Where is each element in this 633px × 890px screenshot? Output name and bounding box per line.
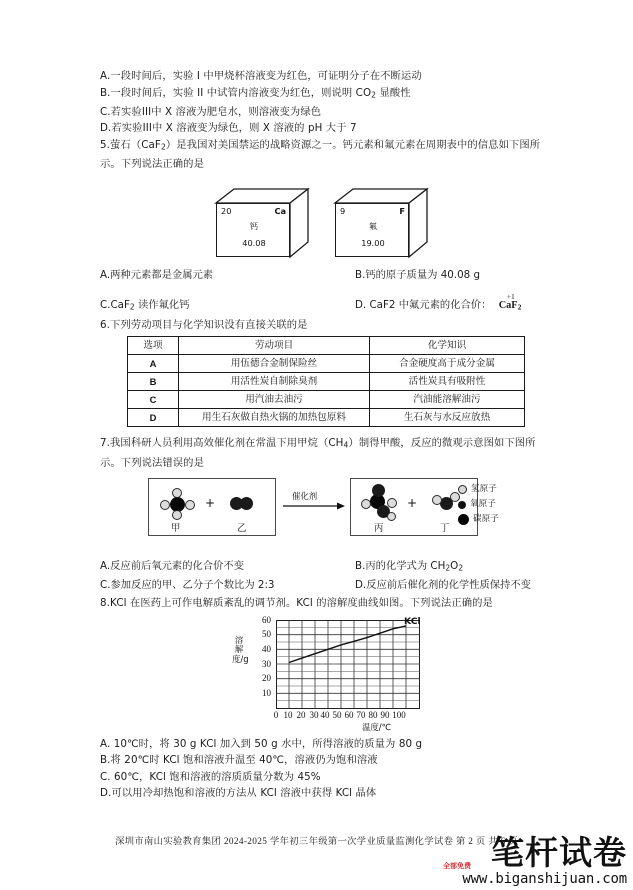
- table-header-knowledge: 化学知识: [370, 337, 525, 355]
- chart-series-label-kcl: KCl: [404, 615, 421, 627]
- q5-option-d-valence: +1: [506, 291, 515, 301]
- table-header-project: 劳动项目: [179, 337, 370, 355]
- q5-option-d-formula-pre: CaF: [498, 299, 518, 311]
- q7-option-b-sub2: 2: [458, 563, 464, 573]
- atom-legend: [458, 482, 499, 527]
- q4-option-b: [100, 85, 552, 104]
- table-row: [128, 409, 525, 427]
- site-watermark: [441, 833, 631, 888]
- chart-x-axis-label: 温度/℃: [362, 721, 391, 732]
- watermark-url: www.biganshijuan.com: [462, 871, 627, 887]
- q5-option-d-formula-sub: 2: [517, 302, 522, 312]
- q5-option-d: [355, 291, 552, 316]
- q8-option-c: C. 60℃，KCl 饱和溶液的溶质质量分数为 45%: [100, 770, 321, 783]
- chart-x-tick: 20: [296, 709, 306, 720]
- product-label-ding: 丁: [440, 523, 450, 535]
- molecule-formic-acid: [358, 484, 404, 522]
- q5-option-d-pre: D. CaF2 中氟元素的化合价：: [355, 298, 492, 311]
- table-row: [128, 373, 525, 391]
- reaction-microscopic-diagram: [100, 476, 552, 554]
- hydrogen-atom-icon: [458, 485, 467, 494]
- q7-option-c: C.参加反应的甲、乙分子个数比为 2:3: [100, 579, 275, 592]
- q5-option-c-pre: C.CaF: [100, 298, 130, 311]
- q5-stem-pre: 5.萤石（CaF: [100, 139, 161, 152]
- row-project: 用伍德合金制保险丝: [179, 355, 370, 373]
- chart-y-axis-label: 溶解度/g: [232, 634, 249, 664]
- chart-x-tick: 90: [380, 709, 390, 720]
- legend-item-hydrogen: [458, 482, 499, 497]
- table-header-row: [128, 337, 525, 355]
- reactant-label-jia: 甲: [171, 523, 181, 535]
- chart-plot-area: [276, 620, 426, 716]
- chart-y-tick: 40: [262, 643, 271, 654]
- chart-x-tick: 100: [392, 709, 406, 720]
- element-name: 钙: [249, 220, 259, 231]
- element-cube-calcium: [216, 189, 292, 248]
- q7-option-b-mid: O: [450, 560, 459, 573]
- q8-option-b: B.将 20℃时 KCl 饱和溶液升温至 40℃，溶液仍为饱和溶液: [100, 754, 378, 767]
- q7-options-row-2: [100, 577, 552, 594]
- q5-stem-sub: 2: [160, 142, 166, 152]
- watermark-free-badge: 全部免费: [443, 862, 471, 870]
- chart-x-tick: 30: [309, 709, 319, 720]
- legend-label-carbon: 碳原子: [473, 514, 499, 525]
- legend-label-hydrogen: 氢原子: [471, 484, 497, 495]
- q7-stem-sub: 4: [343, 441, 349, 451]
- q7-option-d: D.反应前后催化剂的化学性质保持不变: [355, 579, 531, 592]
- q7-stem-pre: 7.我国科研人员利用高效催化剂在常温下用甲烷（CH: [100, 437, 344, 450]
- q5-option-a: A.两种元素都是金属元素: [100, 268, 214, 281]
- hydrogen-atom-icon: [185, 500, 195, 510]
- chart-y-tick: 20: [262, 673, 271, 684]
- paper-content: [100, 68, 552, 802]
- q7-options-row-1: [100, 558, 552, 577]
- row-option-label: D: [128, 409, 179, 427]
- chart-x-tick: 50: [332, 709, 342, 720]
- q8-option-d: D.可以用冷却热饱和溶液的方法从 KCl 溶液中获得 KCl 晶体: [100, 787, 377, 800]
- chart-x-tick: 80: [368, 709, 378, 720]
- row-project: 用活性炭自制除臭剂: [179, 373, 370, 391]
- table-header-option: 选项: [128, 337, 179, 355]
- row-option-label: B: [128, 373, 179, 391]
- watermark-brand: 笔杆试卷: [491, 833, 627, 872]
- q4-option-d: D.若实验III中 X 溶液变为绿色，则 X 溶液的 pH 大于 7: [100, 122, 357, 135]
- hydrogen-atom-icon: [361, 499, 371, 509]
- q7-option-b: [355, 558, 552, 577]
- element-cubes-figure: [100, 179, 552, 265]
- row-option-label: A: [128, 355, 179, 373]
- q8-stem: 8.KCl 在医药上可作电解质紊乱的调节剂。KCl 的溶解度曲线如图。下列说法正确的是: [100, 597, 493, 610]
- chart-x-tick: 60: [344, 709, 354, 720]
- chart-y-tick: 10: [262, 687, 271, 698]
- row-knowledge: 合金硬度高于成分金属: [370, 355, 525, 373]
- table-row: [128, 355, 525, 373]
- chart-y-tick: 60: [262, 614, 271, 625]
- row-knowledge: 活性炭具有吸附性: [370, 373, 525, 391]
- q5-option-c-post: 读作氟化钙: [134, 298, 190, 311]
- hydrogen-atom-icon: [387, 498, 397, 508]
- row-project: 用汽油去油污: [179, 391, 370, 409]
- row-knowledge: 汽油能溶解油污: [370, 391, 525, 409]
- element-atomic-mass: 19.00: [361, 237, 385, 248]
- row-project: 用生石灰做自热火锅的加热包原料: [179, 409, 370, 427]
- chart-x-tick: 70: [356, 709, 366, 720]
- catalyst-label: 催化剂: [292, 491, 318, 502]
- reactant-label-yi: 乙: [237, 523, 247, 535]
- q4-option-c: C.若实验III中 X 溶液为肥皂水，则溶液变为绿色: [100, 105, 322, 118]
- q8-option-a: A. 10℃时，将 30 g KCl 加入到 50 g 水中，所得溶液的质量为 80 g: [100, 737, 423, 750]
- q5-option-d-formula: [498, 291, 522, 316]
- element-atomic-mass: 40.08: [242, 237, 266, 248]
- chart-x-tick: 0: [273, 709, 279, 720]
- molecule-methane: [158, 488, 198, 520]
- legend-item-oxygen: [458, 497, 499, 512]
- element-atomic-number: 9: [340, 205, 346, 216]
- solubility-chart-figure: [100, 616, 552, 734]
- chart-y-tick: 50: [262, 629, 271, 640]
- page-footer: 深圳市南山实验教育集团 2024-2025 学年初三年级第一次学业质量监测化学试卷 第 2 页 共 6 页: [115, 837, 518, 847]
- q6-stem: 6.下列劳动项目与化学知识没有直接关联的是: [100, 318, 308, 331]
- element-symbol: Ca: [274, 205, 286, 216]
- reactant-plus-sign: +: [205, 496, 216, 511]
- chart-y-tick: 30: [262, 658, 271, 669]
- product-plus-sign: +: [407, 496, 418, 511]
- element-name: 氟: [368, 220, 378, 231]
- q5-stem: [100, 137, 552, 173]
- q4-option-b-pre: B.一段时间后，实验 II 中试管内溶液变为红色，则说明 CO: [100, 86, 372, 99]
- element-cube-fluorine: [335, 189, 411, 248]
- q4-option-b-post: 显酸性: [376, 86, 411, 99]
- chart-x-tick: 10: [283, 709, 293, 720]
- carbon-atom-icon: [458, 514, 469, 525]
- table-body: [128, 355, 525, 427]
- q7-option-b-sub1: 2: [445, 563, 451, 573]
- labor-knowledge-table: [127, 336, 525, 427]
- q7-stem: [100, 435, 552, 471]
- q7-option-a: A.反应前后氧元素的化合价不变: [100, 560, 244, 573]
- table-row: [128, 391, 525, 409]
- row-option-label: C: [128, 391, 179, 409]
- product-label-bing: 丙: [374, 523, 384, 535]
- q5-options-row-1: [100, 267, 552, 284]
- legend-item-carbon: [458, 512, 499, 527]
- q7-option-b-pre: B.丙的化学式为 CH: [355, 560, 446, 573]
- q7-stem-post: ）制得甲酸，反应的微观示意图如下图所示。下列说法错误的是: [100, 437, 536, 469]
- element-atomic-number: 20: [221, 205, 232, 216]
- chart-x-tick: 40: [320, 709, 330, 720]
- legend-label-oxygen: 氧原子: [470, 499, 496, 510]
- hydrogen-atom-icon: [172, 510, 182, 520]
- oxygen-atom-icon: [372, 484, 385, 497]
- row-knowledge: 生石灰与水反应放热: [370, 409, 525, 427]
- molecule-oxygen: [230, 496, 258, 510]
- element-symbol: F: [399, 205, 405, 216]
- oxygen-atom-icon: [240, 497, 253, 510]
- q5-option-b: B.钙的原子质量为 40.08 g: [355, 268, 480, 281]
- hydrogen-atom-icon: [160, 500, 170, 510]
- oxygen-atom-icon: [458, 501, 466, 509]
- reaction-arrow-icon: [283, 502, 345, 512]
- q5-options-row-2: [100, 291, 552, 316]
- q5-stem-post: ）是我国对美国禁运的战略资源之一。钙元素和氟元素在周期表中的信息如下图所示。下列说法正确的是: [100, 139, 541, 171]
- q4-option-a: A.一段时间后，实验 I 中甲烧杯溶液变为红色，可证明分子在不断运动: [100, 70, 422, 82]
- q5-option-c: [100, 297, 355, 316]
- q4-option-b-sub: 2: [371, 90, 377, 100]
- hydrogen-atom-icon: [387, 512, 396, 521]
- q5-option-c-sub: 2: [129, 302, 135, 312]
- table-head: [128, 337, 525, 355]
